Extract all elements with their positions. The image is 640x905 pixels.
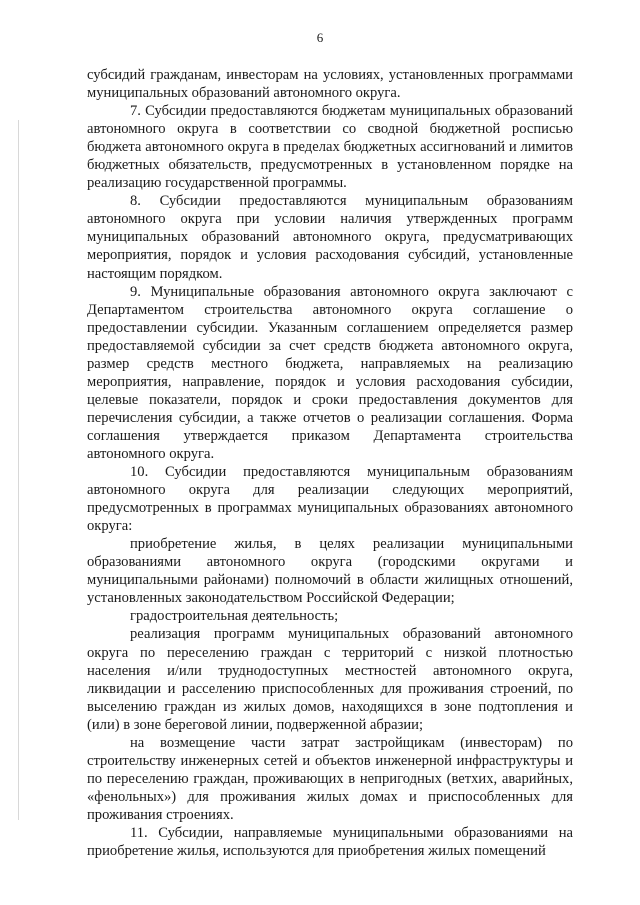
paragraph: 8. Субсидии предоставляются муниципальным образованиям автономного округа при условии наличия утвержденных программ муниципальных образований автономного округа, предусматривающих мероприятия, порядок и условия расходования субсидий, установленные настоящим порядком. — [87, 193, 573, 282]
paragraph: субсидий гражданам, инвесторам на условиях, установленных программами муниципальных образований автономного округа. — [87, 67, 573, 102]
document-body — [87, 66, 573, 860]
paragraph: 11. Субсидии, направляемые муниципальными образованиями на приобретение жилья, используются для приобретения жилых помещений — [87, 824, 573, 860]
paragraph: на возмещение части затрат застройщикам (инвесторам) по строительству инженерных сетей и объектов инженерной инфраструктуры и по переселению граждан, проживающих в непригодных (ветхих, аварийных, «фенольных») для проживания жилых домах и приспособленных для проживания строениях. — [87, 734, 573, 823]
paragraph: градостроительная деятельность; — [130, 608, 339, 625]
paragraph: 7. Субсидии предоставляются бюджетам муниципальных образований автономного округа в соответствии со сводной бюджетной росписью бюджета автономного округа в пределах бюджетных ассигнований и лимитов бюджетных обязательств, предусмотренных в установленном порядке на реализацию государственной программы. — [87, 103, 573, 192]
paragraph: приобретение жилья, в целях реализации муниципальными образованиями автономного округа (городскими округами и муниципальными районами) полномочий в области жилищных отношений, установленных законодательством Российской Федерации; — [87, 536, 573, 607]
scan-edge-line — [18, 120, 19, 820]
paragraph: реализация программ муниципальных образований автономного округа по переселению граждан с территорий с низкой плотностью населения и/или труднодоступных местностей автономного округа, ликвидации и расселению приспособленных для проживания строений, по выселению граждан из жилых домов, находящихся в зоне подтопления и (или) в зоне береговой линии, подверженной абразии; — [87, 626, 573, 733]
page-number: 6 — [316, 30, 324, 45]
paragraph: 9. Муниципальные образования автономного округа заключают с Департаментом строительства автономного округа соглашение о предоставлении субсидии. Указанным соглашением определяется размер предоставляемой субсидии за счет средств бюджета автономного округа, размер средств местного бюджета, направляемых на реализацию мероприятия, направление, порядок и условия расходования субсидии, целевые показатели, порядок и сроки предоставления документов для перечисления субсидии, а также отчетов о реализации соглашения. Форма соглашения утверждается приказом Департамента строительства автономного округа. — [87, 283, 573, 462]
paragraph: 10. Субсидии предоставляются муниципальным образованиям автономного округа для реализации следующих мероприятий, предусмотренных в программах муниципальных образованиях автономного округа: — [87, 464, 573, 535]
